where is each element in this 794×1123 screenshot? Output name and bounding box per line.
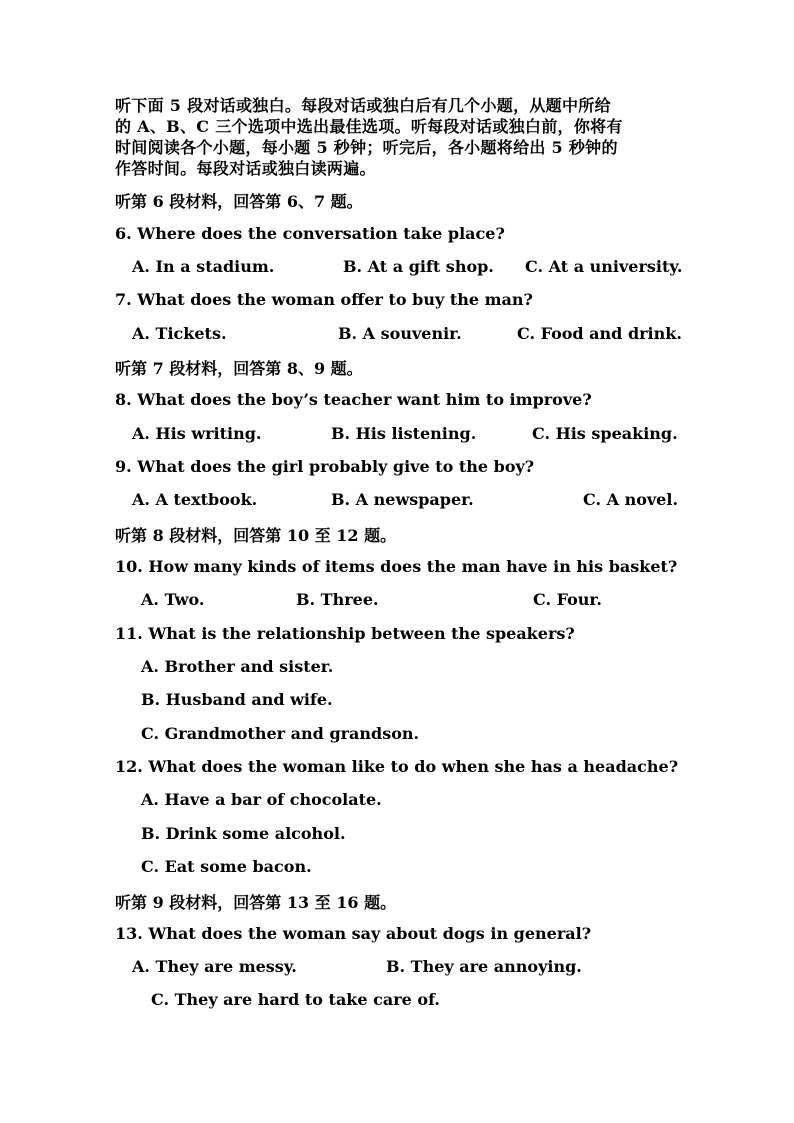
question-8: 8. What does the boy’s teacher want him to improve? <box>115 390 592 409</box>
q10-option-a: A. Two. <box>141 590 205 609</box>
q11-option-a: A. Brother and sister. <box>141 657 334 676</box>
q8-option-b: B. His listening. <box>331 424 477 443</box>
q7-option-c: C. Food and drink. <box>517 324 682 343</box>
q6-option-b: B. At a gift shop. <box>343 257 494 276</box>
q10-option-c: C. Four. <box>533 590 602 609</box>
question-7: 7. What does the woman offer to buy the man? <box>115 290 533 309</box>
q6-option-a: A. In a stadium. <box>132 257 275 276</box>
q13-option-a: A. They are messy. <box>132 957 297 976</box>
question-6: 6. Where does the conversation take place? <box>115 224 505 243</box>
section-heading-8: 听第 8 段材料，回答第 10 至 12 题。 <box>115 526 397 545</box>
q11-option-c: C. Grandmother and grandson. <box>141 724 420 743</box>
instruction-line: 的 A、B、C 三个选项中选出最佳选项。听每段对话或独白前，你将有 <box>115 117 623 136</box>
instruction-line: 听下面 5 段对话或独白。每段对话或独白后有几个小题，从题中所给 <box>115 96 611 115</box>
question-13: 13. What does the woman say about dogs in general? <box>115 924 592 943</box>
q8-option-a: A. His writing. <box>132 424 262 443</box>
q12-option-b: B. Drink some alcohol. <box>141 824 346 843</box>
question-12: 12. What does the woman like to do when she has a headache? <box>115 757 679 776</box>
section-heading-9: 听第 9 段材料，回答第 13 至 16 题。 <box>115 893 397 912</box>
q13-option-b: B. They are annoying. <box>386 957 582 976</box>
q7-option-a: A. Tickets. <box>132 324 227 343</box>
q12-option-c: C. Eat some bacon. <box>141 857 312 876</box>
listening-instructions <box>115 95 685 179</box>
q6-option-c: C. At a university. <box>525 257 683 276</box>
section-heading-7: 听第 7 段材料，回答第 8、9 题。 <box>115 359 363 378</box>
question-11: 11. What is the relationship between the speakers? <box>115 624 575 643</box>
question-10: 10. How many kinds of items does the man have in his basket? <box>115 557 678 576</box>
question-9: 9. What does the girl probably give to the boy? <box>115 457 535 476</box>
q11-option-b: B. Husband and wife. <box>141 690 333 709</box>
q9-option-a: A. A textbook. <box>132 490 258 509</box>
q7-option-b: B. A souvenir. <box>338 324 462 343</box>
q13-option-c: C. They are hard to take care of. <box>151 990 440 1009</box>
q12-option-a: A. Have a bar of chocolate. <box>141 790 382 809</box>
instruction-line: 作答时间。每段对话或独白读两遍。 <box>115 159 376 178</box>
q10-option-b: B. Three. <box>296 590 379 609</box>
instruction-line: 时间阅读各个小题，每小题 5 秒钟；听完后，各小题将给出 5 秒钟的 <box>115 138 618 157</box>
q9-option-b: B. A newspaper. <box>331 490 474 509</box>
q8-option-c: C. His speaking. <box>532 424 678 443</box>
section-heading-6: 听第 6 段材料，回答第 6、7 题。 <box>115 192 363 211</box>
q9-option-c: C. A novel. <box>583 490 679 509</box>
